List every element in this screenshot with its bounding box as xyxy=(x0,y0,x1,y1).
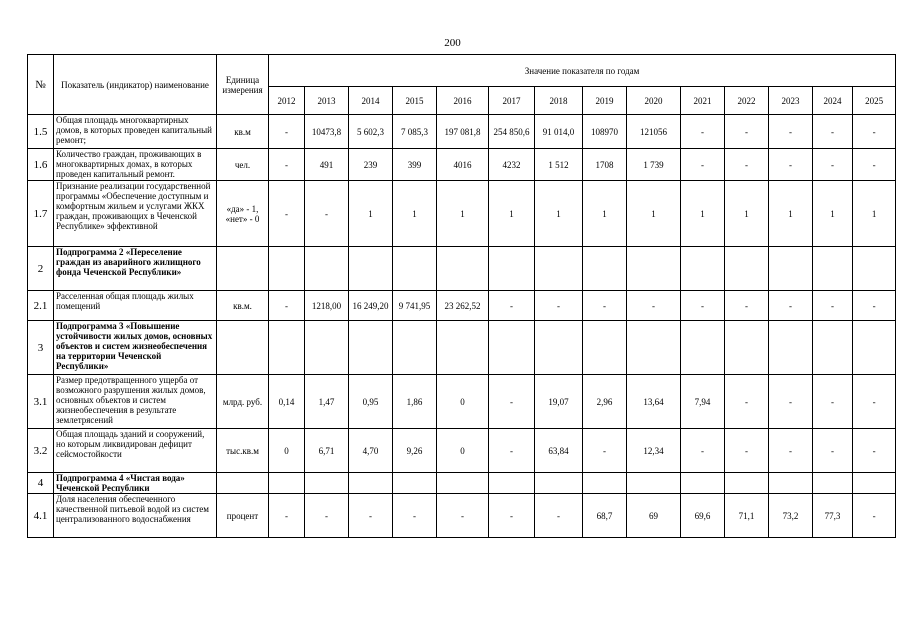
row-value xyxy=(627,247,681,291)
row-value: 197 081,8 xyxy=(437,115,489,149)
row-unit: процент xyxy=(217,494,269,538)
row-value: - xyxy=(535,291,583,321)
row-value xyxy=(535,321,583,375)
row-value: 73,2 xyxy=(769,494,813,538)
row-value: - xyxy=(583,291,627,321)
row-value: 1 xyxy=(853,181,896,247)
row-value: 1 xyxy=(725,181,769,247)
row-value xyxy=(393,321,437,375)
row-value: - xyxy=(725,115,769,149)
row-unit: кв.м. xyxy=(217,291,269,321)
page-number: 200 xyxy=(444,37,461,49)
row-value xyxy=(437,321,489,375)
row-value: 1,47 xyxy=(305,375,349,429)
row-number: 1.5 xyxy=(28,115,54,149)
row-value: 77,3 xyxy=(813,494,853,538)
row-number: 3 xyxy=(28,321,54,375)
row-value xyxy=(583,321,627,375)
row-value: - xyxy=(681,149,725,181)
row-value: 1708 xyxy=(583,149,627,181)
row-value: - xyxy=(583,429,627,473)
row-value: 1 xyxy=(627,181,681,247)
row-value: - xyxy=(437,494,489,538)
row-value: 9,26 xyxy=(393,429,437,473)
row-value: 71,1 xyxy=(725,494,769,538)
row-number: 1.7 xyxy=(28,181,54,247)
header-year: 2017 xyxy=(489,87,535,115)
row-value: 13,64 xyxy=(627,375,681,429)
row-value: - xyxy=(269,494,305,538)
row-value: - xyxy=(853,115,896,149)
row-value xyxy=(681,247,725,291)
row-value xyxy=(725,247,769,291)
row-value: 1 xyxy=(813,181,853,247)
table-row xyxy=(28,291,896,321)
header-number: № xyxy=(28,55,54,115)
row-value xyxy=(393,247,437,291)
row-value: 1218,00 xyxy=(305,291,349,321)
row-unit xyxy=(217,473,269,494)
row-value: - xyxy=(305,181,349,247)
row-value: - xyxy=(853,429,896,473)
row-value xyxy=(349,247,393,291)
row-indicator-name: Общая площадь зданий и сооружений, но которым ликвидирован дефицит сейсмостойкости xyxy=(54,429,217,473)
row-value: 108970 xyxy=(583,115,627,149)
row-value: 1 xyxy=(349,181,393,247)
row-indicator-name: Подпрограмма 4 «Чистая вода» Чеченской Республики xyxy=(54,473,217,494)
row-value: - xyxy=(269,115,305,149)
row-value: - xyxy=(681,429,725,473)
table-row xyxy=(28,494,896,538)
row-value: 2,96 xyxy=(583,375,627,429)
row-value: - xyxy=(853,375,896,429)
row-value: - xyxy=(769,375,813,429)
row-value: 23 262,52 xyxy=(437,291,489,321)
row-unit: кв.м xyxy=(217,115,269,149)
row-value: 0 xyxy=(269,429,305,473)
header-year: 2012 xyxy=(269,87,305,115)
row-value: 16 249,20 xyxy=(349,291,393,321)
row-unit xyxy=(217,247,269,291)
table-row xyxy=(28,429,896,473)
row-value: 1 xyxy=(583,181,627,247)
row-value: 1,86 xyxy=(393,375,437,429)
header-year: 2024 xyxy=(813,87,853,115)
row-value: - xyxy=(813,291,853,321)
row-value: - xyxy=(725,149,769,181)
row-value: - xyxy=(393,494,437,538)
row-value: 1 512 xyxy=(535,149,583,181)
row-number: 3.2 xyxy=(28,429,54,473)
table-row xyxy=(28,247,896,291)
header-indicator: Показатель (индикатор) наименование xyxy=(54,55,217,115)
row-value: 1 xyxy=(681,181,725,247)
row-value: 4,70 xyxy=(349,429,393,473)
row-value xyxy=(627,321,681,375)
header-values-by-year: Значение показателя по годам xyxy=(269,55,896,87)
row-unit: млрд. руб. xyxy=(217,375,269,429)
row-value xyxy=(813,473,853,494)
row-indicator-name: Размер предотвращенного ущерба от возможного разрушения жилых домов, основных объектов и систем жизнеобеспечения в результате землетрясений xyxy=(54,375,217,429)
row-value: - xyxy=(769,149,813,181)
row-value: - xyxy=(681,291,725,321)
row-indicator-name: Признание реализации государственной программы «Обеспечение доступным и комфортным жильем и услугами ЖКХ граждан, проживающих в Чеченской Республике» эффективной xyxy=(54,181,217,247)
row-value xyxy=(583,473,627,494)
row-value: 12,34 xyxy=(627,429,681,473)
row-value: - xyxy=(725,291,769,321)
row-value: 1 xyxy=(437,181,489,247)
row-value: 4232 xyxy=(489,149,535,181)
row-value: 7,94 xyxy=(681,375,725,429)
row-value: 6,71 xyxy=(305,429,349,473)
row-value xyxy=(681,473,725,494)
row-indicator-name: Подпрограмма 2 «Переселение граждан из аварийного жилищного фонда Чеченской Республики» xyxy=(54,247,217,291)
row-value: 254 850,6 xyxy=(489,115,535,149)
row-value: - xyxy=(681,115,725,149)
row-value: 7 085,3 xyxy=(393,115,437,149)
header-unit: Единица измерения xyxy=(217,55,269,115)
row-value: - xyxy=(269,149,305,181)
row-value: - xyxy=(489,375,535,429)
row-value xyxy=(305,473,349,494)
row-value: - xyxy=(535,494,583,538)
row-value: - xyxy=(305,494,349,538)
header-year: 2021 xyxy=(681,87,725,115)
row-value xyxy=(681,321,725,375)
table-row xyxy=(28,321,896,375)
row-value xyxy=(437,473,489,494)
row-unit: тыс.кв.м xyxy=(217,429,269,473)
row-value xyxy=(269,321,305,375)
row-value: - xyxy=(853,291,896,321)
row-value xyxy=(853,473,896,494)
row-value: - xyxy=(813,115,853,149)
row-value: - xyxy=(627,291,681,321)
table-row xyxy=(28,375,896,429)
row-value xyxy=(725,473,769,494)
row-value xyxy=(769,247,813,291)
row-value: 4016 xyxy=(437,149,489,181)
row-indicator-name: Количество граждан, проживающих в многоквартирных домах, в которых проведен капитальный ремонт. xyxy=(54,149,217,181)
row-number: 2 xyxy=(28,247,54,291)
header-year: 2025 xyxy=(853,87,896,115)
table-row xyxy=(28,181,896,247)
row-value: - xyxy=(853,494,896,538)
row-value: - xyxy=(813,149,853,181)
row-value xyxy=(535,247,583,291)
row-value: - xyxy=(813,375,853,429)
row-indicator-name: Доля населения обеспеченного качественной питьевой водой из систем централизованного водоснабжения xyxy=(54,494,217,538)
row-value: - xyxy=(489,291,535,321)
row-value xyxy=(437,247,489,291)
row-value xyxy=(813,247,853,291)
row-indicator-name: Расселенная общая площадь жилых помещений xyxy=(54,291,217,321)
row-unit: «да» - 1, «нет» - 0 xyxy=(217,181,269,247)
row-value xyxy=(489,321,535,375)
row-value: - xyxy=(725,429,769,473)
row-value: 1 xyxy=(769,181,813,247)
row-value xyxy=(627,473,681,494)
row-value xyxy=(725,321,769,375)
row-value: 1 739 xyxy=(627,149,681,181)
row-value: 5 602,3 xyxy=(349,115,393,149)
header-year: 2013 xyxy=(305,87,349,115)
row-indicator-name: Подпрограмма 3 «Повышение устойчивости жилых домов, основных объектов и систем жизнеобеспечения на территории Чеченской Республики» xyxy=(54,321,217,375)
row-unit xyxy=(217,321,269,375)
table-row xyxy=(28,473,896,494)
row-value xyxy=(489,247,535,291)
row-number: 1.6 xyxy=(28,149,54,181)
row-value: 9 741,95 xyxy=(393,291,437,321)
row-value: 1 xyxy=(489,181,535,247)
row-number: 4.1 xyxy=(28,494,54,538)
table-row xyxy=(28,115,896,149)
row-value xyxy=(269,473,305,494)
row-unit: чел. xyxy=(217,149,269,181)
row-value xyxy=(393,473,437,494)
row-value: - xyxy=(813,429,853,473)
row-value: - xyxy=(489,494,535,538)
row-value: 0,14 xyxy=(269,375,305,429)
row-value xyxy=(535,473,583,494)
row-value: 1 xyxy=(535,181,583,247)
row-value: 239 xyxy=(349,149,393,181)
row-value: 68,7 xyxy=(583,494,627,538)
row-value: 399 xyxy=(393,149,437,181)
row-value xyxy=(853,321,896,375)
row-value: - xyxy=(269,181,305,247)
row-value xyxy=(305,321,349,375)
row-indicator-name: Общая площадь многоквартирных домов, в которых проведен капитальный ремонт; xyxy=(54,115,217,149)
row-value: - xyxy=(725,375,769,429)
indicators-table xyxy=(27,54,896,538)
row-number: 2.1 xyxy=(28,291,54,321)
row-value: 121056 xyxy=(627,115,681,149)
row-value: 69,6 xyxy=(681,494,725,538)
row-value: 0 xyxy=(437,375,489,429)
row-value: 10473,8 xyxy=(305,115,349,149)
table-row xyxy=(28,149,896,181)
row-value: - xyxy=(769,429,813,473)
header-year: 2023 xyxy=(769,87,813,115)
row-value: 0 xyxy=(437,429,489,473)
row-value: 1 xyxy=(393,181,437,247)
row-value: - xyxy=(769,115,813,149)
header-year: 2015 xyxy=(393,87,437,115)
row-value: 63,84 xyxy=(535,429,583,473)
row-value xyxy=(769,321,813,375)
row-value xyxy=(853,247,896,291)
header-year: 2019 xyxy=(583,87,627,115)
header-year: 2022 xyxy=(725,87,769,115)
header-year: 2016 xyxy=(437,87,489,115)
row-value xyxy=(489,473,535,494)
table-body xyxy=(28,115,896,538)
row-value xyxy=(583,247,627,291)
row-number: 3.1 xyxy=(28,375,54,429)
row-value: 491 xyxy=(305,149,349,181)
header-year: 2018 xyxy=(535,87,583,115)
row-value xyxy=(349,473,393,494)
row-value: 0,95 xyxy=(349,375,393,429)
row-value: 91 014,0 xyxy=(535,115,583,149)
row-value: 69 xyxy=(627,494,681,538)
row-value xyxy=(813,321,853,375)
row-value: - xyxy=(349,494,393,538)
header-year: 2014 xyxy=(349,87,393,115)
row-value: - xyxy=(269,291,305,321)
header-year: 2020 xyxy=(627,87,681,115)
row-value: - xyxy=(769,291,813,321)
row-value xyxy=(349,321,393,375)
row-number: 4 xyxy=(28,473,54,494)
row-value: - xyxy=(489,429,535,473)
row-value xyxy=(769,473,813,494)
row-value xyxy=(269,247,305,291)
row-value: - xyxy=(853,149,896,181)
row-value: 19,07 xyxy=(535,375,583,429)
row-value xyxy=(305,247,349,291)
